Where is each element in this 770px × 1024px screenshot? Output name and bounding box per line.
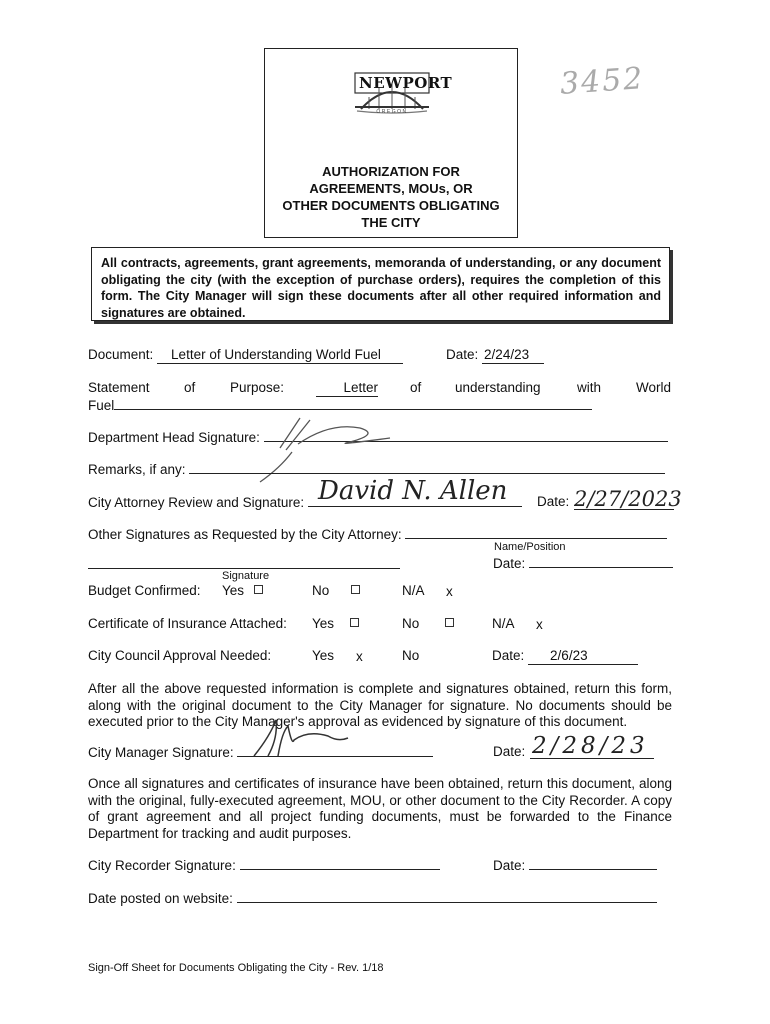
council-yes-label: Yes [312, 648, 335, 663]
city-recorder-signature-field[interactable] [240, 857, 440, 870]
name-position-caption: Name/Position [494, 541, 566, 553]
council-date-field[interactable] [528, 648, 638, 665]
statement-value-word: World [636, 380, 672, 395]
city-attorney-signature: David N. Allen [318, 476, 508, 506]
form-title [265, 163, 517, 231]
council-date-label: Date: [492, 648, 525, 663]
council-date [492, 648, 638, 665]
department-head-label: Department Head Signature: [88, 430, 260, 445]
other-signatures-date-label: Date: [493, 556, 526, 571]
city-recorder-date-field[interactable] [529, 857, 657, 870]
city-manager-date-value: 2/28/23 [532, 733, 649, 759]
remarks-label: Remarks, if any: [88, 462, 186, 477]
notice-box [91, 247, 670, 321]
form-title-line: AGREEMENTS, MOUs, OR [309, 181, 473, 196]
budget-na-option[interactable] [402, 583, 425, 599]
city-manager-date-label: Date: [493, 744, 526, 759]
return-instructions: After all the above requested information is complete and signatures obtained, return this form, along with the original document to the City Manager for signature. No documents should be executed prior to the City Manager's approval as evidenced by signature of this document. [88, 681, 672, 729]
city-attorney-date-value: 2/27/2023 [574, 487, 682, 511]
checkbox-icon[interactable] [350, 618, 359, 627]
city-manager-label: City Manager Signature: [88, 745, 234, 760]
checkbox-icon[interactable] [445, 618, 454, 627]
checkbox-icon[interactable] [254, 585, 263, 594]
city-attorney-date-label: Date: [537, 494, 570, 509]
form-title-line: THE CITY [361, 215, 421, 230]
statement-value-word: understanding [455, 380, 541, 395]
notice-text: All contracts, agreements, grant agreements, memoranda of understanding, or any document obligating the city (with the exception of purchase orders), requires the completion of this form. The City Manager will sign these documents after all other required information and signatures are obtained. [101, 256, 661, 320]
council-yes-option[interactable] [312, 648, 334, 664]
statement-value-word: with [577, 380, 602, 395]
document-date-label: Date: [446, 347, 479, 362]
insurance-label: Certificate of Insurance Attached: [88, 616, 287, 631]
budget-label: Budget Confirmed: [88, 583, 201, 598]
other-signatures-date-field[interactable] [529, 555, 673, 568]
insurance-na-option[interactable] [492, 616, 515, 632]
recorder-instructions: Once all signatures and certificates of insurance have been obtained, return this document, along with the original, fully-executed agreement, MOU, or other document to the City Recorder. A copy of grant agreement and all project funding documents, must be forwarded to the Finance Department for tracking and audit purposes. [88, 776, 672, 841]
insurance-na-label: N/A [492, 616, 515, 631]
statement-value-word: of [410, 380, 422, 395]
statement-value-line2: Fuel [88, 398, 115, 413]
logo-text: NEWPORT [359, 74, 453, 92]
document-field[interactable] [157, 347, 403, 364]
budget-yes-label: Yes [222, 583, 245, 598]
city-recorder-label: City Recorder Signature: [88, 858, 236, 873]
budget-na-mark: x [446, 584, 453, 599]
form-title-line: AUTHORIZATION FOR [322, 164, 460, 179]
council-date-value: 2/6/23 [550, 648, 588, 663]
council-no-option[interactable] [402, 648, 419, 664]
council-yes-mark: x [356, 649, 363, 664]
website-row [88, 890, 657, 907]
document-row [88, 347, 403, 364]
website-label: Date posted on website: [88, 891, 233, 906]
insurance-yes-option[interactable] [312, 616, 359, 632]
header-box [264, 48, 518, 238]
statement-word: Statement [88, 380, 150, 395]
other-signatures-field[interactable] [405, 526, 667, 539]
statement-value-word[interactable]: Letter [316, 380, 378, 397]
newport-logo [353, 71, 453, 117]
city-attorney-date [537, 494, 569, 510]
city-recorder-date [493, 857, 657, 874]
council-label: City Council Approval Needed: [88, 648, 272, 663]
city-attorney-date-field[interactable] [574, 509, 674, 510]
document-date-value: 2/24/23 [484, 347, 530, 362]
council-no-label: No [402, 648, 420, 663]
city-attorney-label: City Attorney Review and Signature: [88, 495, 305, 510]
insurance-yes-label: Yes [312, 616, 335, 631]
document-date [446, 347, 544, 364]
logo-subtext: OREGON [376, 109, 408, 115]
website-date-field[interactable] [237, 890, 657, 903]
corner-handwritten-number: 3452 [558, 61, 646, 102]
document-date-field[interactable] [482, 347, 544, 364]
city-recorder-row [88, 857, 440, 874]
budget-na-label: N/A [402, 583, 425, 598]
form-title-line: OTHER DOCUMENTS OBLIGATING [282, 198, 500, 213]
city-manager-date-field[interactable] [530, 758, 654, 759]
document-value: Letter of Understanding World Fuel [171, 347, 381, 362]
form-footer: Sign-Off Sheet for Documents Obligating the City - Rev. 1/18 [88, 962, 384, 974]
budget-no-label: No [312, 583, 330, 598]
document-label: Document: [88, 347, 154, 362]
budget-yes-option[interactable] [222, 583, 263, 599]
other-signatures-label: Other Signatures as Requested by the City Attorney: [88, 527, 402, 542]
insurance-na-mark: x [536, 617, 543, 632]
budget-no-option[interactable] [312, 583, 360, 599]
remarks-field[interactable] [189, 461, 665, 474]
statement-word: Purpose: [230, 380, 285, 395]
city-manager-signature-mark [248, 716, 358, 762]
other-signature-line[interactable] [88, 568, 400, 569]
statement-word: of [184, 380, 196, 395]
city-recorder-date-label: Date: [493, 858, 526, 873]
insurance-no-option[interactable] [402, 616, 454, 632]
checkbox-icon[interactable] [351, 585, 360, 594]
signature-caption: Signature [222, 570, 270, 582]
other-signatures-date [493, 555, 673, 572]
insurance-no-label: No [402, 616, 420, 631]
other-signatures-row [88, 526, 667, 543]
